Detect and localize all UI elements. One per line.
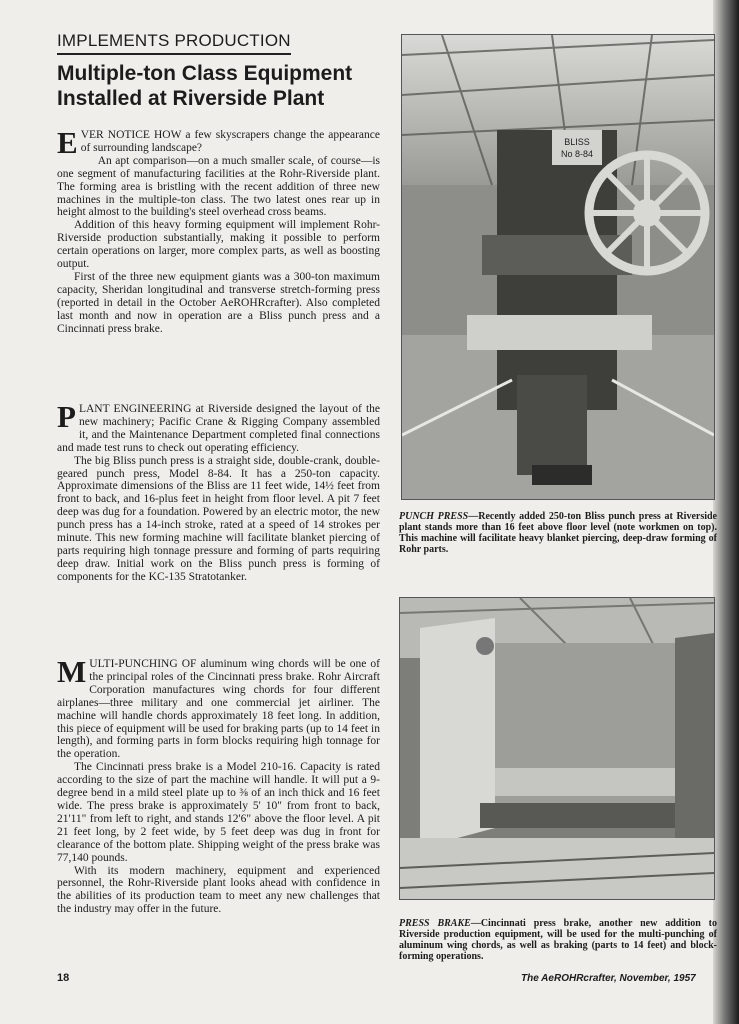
drop-cap: P [57, 399, 76, 434]
press-brake-photo [399, 597, 715, 900]
paragraph: The big Bliss punch press is a straight side, double-crank, double-geared punch press, Model 8-84. It has a 250-ton capacity. Approximate dimensions of the Bliss are 11 feet wide, 14½ feet from front to back, and 16-plus feet in height from floor level. A pit 7 feet deep was dug for a foundation. Powered by an electric motor, the new punch press has a 14-inch stroke, rated at a speed of 14 strokes per minute. This new forming machine will facilitate blanket piercing of parts requiring high tonnage pressure and forming of parts requiring deep draw. Initial work on the Bliss punch press is forming of components for the KC-135 Stratotanker. [57, 454, 380, 583]
article-section-3 [57, 654, 380, 916]
paragraph-text: ULTI-PUNCHING OF aluminum wing chords will be one of the principal roles of the Cincinnati press brake. Rohr Aircraft Corporation manufactures wing chords for four different airplanes—three military and one commercial jet airliner. The machine will handle chords approximately 18 feet long. In addition, this piece of equipment will be used for braking parts (up to 14 feet in length), and forming parts in form blocks requiring high tonnage for the operation. [57, 658, 380, 761]
paragraph-text: LANT ENGINEERING at Riverside designed the layout of the new machinery; Pacific Crane & Rigging Company assembled it, and the Maintenance Department completed final connections and made test runs to check out operating efficiency. [57, 403, 380, 454]
publication-footer: The AeROHRcrafter, November, 1957 [521, 973, 696, 984]
drop-cap: M [57, 654, 87, 689]
punch-press-caption [399, 511, 717, 555]
punch-press-photo [401, 34, 715, 500]
press-brake-illustration [400, 598, 714, 899]
article-section-1 [57, 125, 380, 336]
paragraph: With its modern machinery, equipment and experienced personnel, the Rohr-Riverside plant looks ahead with confidence in the abilities of its production team to meet any new challenges that the industry may offer in the future. [57, 864, 380, 916]
drop-cap: E [57, 125, 78, 160]
section-kicker: IMPLEMENTS PRODUCTION [57, 31, 291, 55]
article-headline: Multiple-ton Class Equipment Installed at Riverside Plant [57, 62, 353, 110]
paragraph [57, 125, 380, 160]
article-section-2 [57, 399, 380, 584]
paragraph [57, 399, 380, 455]
punch-press-illustration [402, 35, 714, 499]
paragraph: An apt comparison—on a much smaller scale, of course—is one segment of manufacturing facilities at the Rohr-Riverside plant. The forming area is bristling with the recent addition of three new machines in the multiple-ton class. The two latest ones rear up in height almost to the building's steel overhead cross beams. [57, 154, 380, 219]
machine-plate-line-1: BLISS [564, 137, 590, 147]
paragraph-text: VER NOTICE HOW a few skyscrapers change the appearance of surrounding landscape? [80, 129, 380, 154]
paragraph: The Cincinnati press brake is a Model 210-16. Capacity is rated according to the size of part the machine will handle. It will put a 9-degree bend in a mild steel plate up to ⅜ of an inch thick and 16 feet wide. The press brake is approximately 5' 10" from front to back, 21'11" from left to right, and stands 12'6" above the floor level. A pit 21 feet long, by 2 feet wide, by 5 feet deep was dug in front for clearance of the bottom plate. Shipping weight of the press brake was 77,140 pounds. [57, 761, 380, 864]
caption-text: —Cincinnati press brake, another new addition to Riverside production equipment, will be used for the multi-punching of aluminum wing chords, as well as braking (parts to 14 feet) and block-forming operations. [399, 918, 718, 962]
paragraph: First of the three new equipment giants was a 300-ton maximum capacity, Sheridan longitudinal and transverse stretch-forming press (reported in detail in the October AeROHRcrafter). Also completed last month and now in operation are a Bliss punch press and a Cincinnati press brake. [57, 270, 380, 335]
caption-label: PRESS BRAKE [399, 918, 471, 929]
press-brake-caption [399, 918, 717, 962]
caption-text: —Recently added 250-ton Bliss punch press at Riverside plant stands more than 16 feet above floor level (note workmen on top). This machine will facilitate heavy blanket piercing, deep-draw forming of Rohr parts. [399, 511, 717, 555]
machine-plate-line-2: No 8-84 [560, 149, 594, 159]
paragraph: Addition of this heavy forming equipment will implement Rohr-Riverside production substantially, making it possible to perform certain operations on larger, more complex parts, as well as boosting output. [57, 219, 380, 271]
caption-label: PUNCH PRESS [399, 511, 469, 522]
page-number: 18 [57, 972, 70, 984]
paragraph [57, 654, 380, 761]
